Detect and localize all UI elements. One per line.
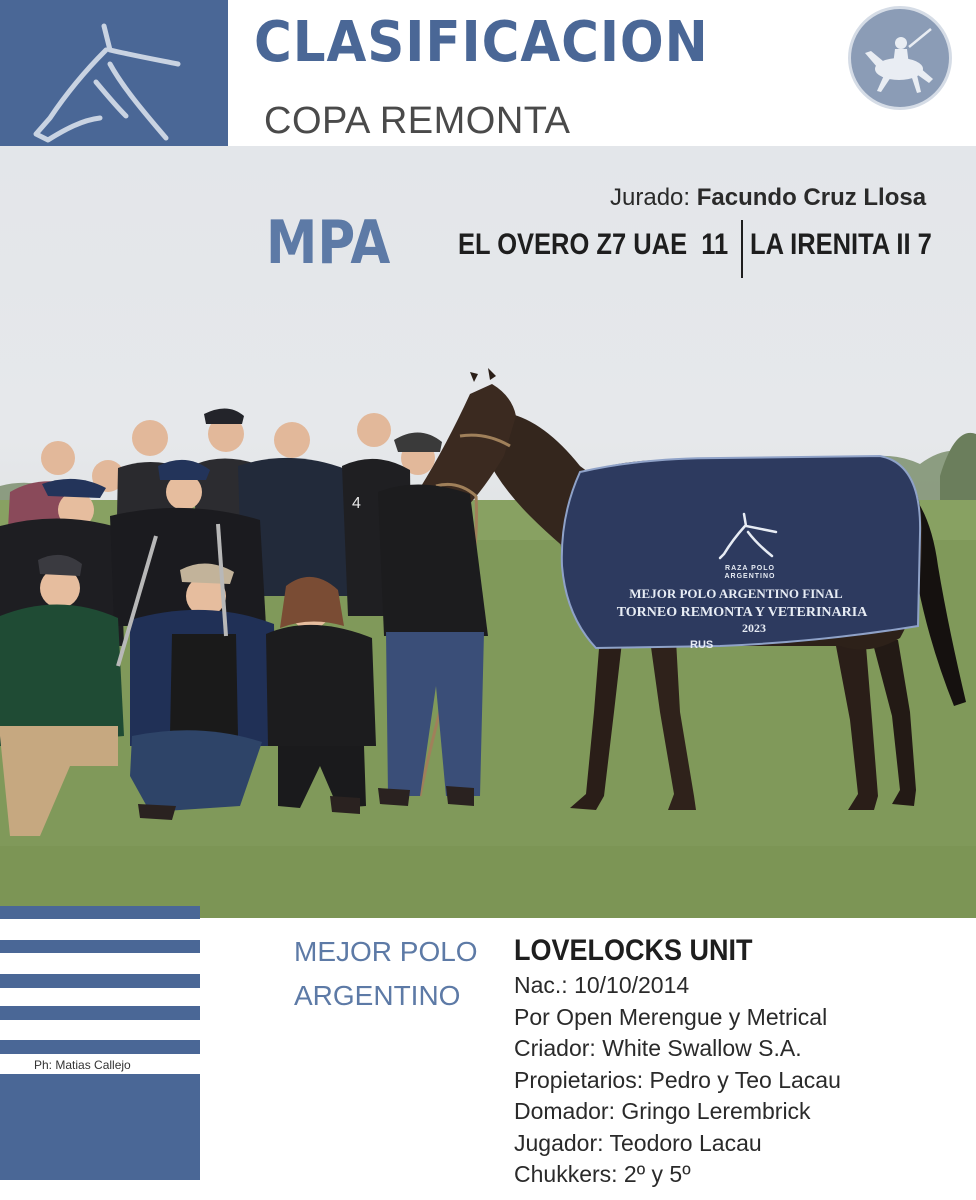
category-label: MPA	[266, 208, 391, 278]
blanket-sponsor-text: RUS	[690, 639, 714, 651]
page-title: CLASIFICACION	[254, 10, 709, 75]
horse-details	[514, 970, 841, 1191]
stripe-5	[0, 1040, 200, 1054]
blanket-tournament-text: TORNEO REMONTA Y VETERINARIA	[616, 605, 868, 620]
detail-birth: Nac.: 10/10/2014	[514, 972, 690, 998]
detail-trainer: Domador: Gringo Lerembrick	[514, 1098, 811, 1124]
stripe-2	[0, 940, 200, 953]
stripe-3	[0, 974, 200, 988]
horse-name: LOVELOCKS UNIT	[514, 934, 753, 967]
stripe-4	[0, 1006, 200, 1020]
horse-head-icon	[26, 20, 182, 148]
result-runner-up: LA IRENITA II 7	[750, 228, 932, 261]
award-line-1: MEJOR POLO	[294, 936, 478, 967]
stripe-block	[0, 1074, 200, 1180]
award-line-2: ARGENTINO	[294, 980, 461, 1011]
blanket-brand-line-2: ARGENTINO	[724, 573, 776, 580]
page-subtitle: COPA REMONTA	[264, 100, 571, 142]
stripe-1	[0, 906, 200, 919]
photo-credit: Ph: Matias Callejo	[34, 1058, 131, 1072]
jury-name: Facundo Cruz Llosa	[696, 184, 927, 211]
result-winner: EL OVERO Z7 UAE 11	[458, 228, 729, 261]
detail-breeder: Criador: White Swallow S.A.	[514, 1035, 802, 1061]
result-divider	[741, 220, 743, 278]
jury-label: Jurado:	[610, 184, 691, 211]
detail-chukkers: Chukkers: 2º y 5º	[514, 1161, 691, 1187]
detail-owners: Propietarios: Pedro y Teo Lacau	[514, 1066, 841, 1093]
blanket-brand-line-1: RAZA POLO	[725, 565, 775, 572]
svg-text:4: 4	[352, 495, 361, 512]
blanket-year-text: 2023	[742, 621, 766, 635]
blanket-award-text: MEJOR POLO ARGENTINO FINAL	[629, 586, 843, 601]
detail-pedigree: Por Open Merengue y Metrical	[514, 1003, 828, 1030]
polo-player-seal-icon	[848, 6, 952, 110]
detail-player: Jugador: Teodoro Lacau	[514, 1129, 762, 1156]
jury-info	[610, 184, 926, 212]
